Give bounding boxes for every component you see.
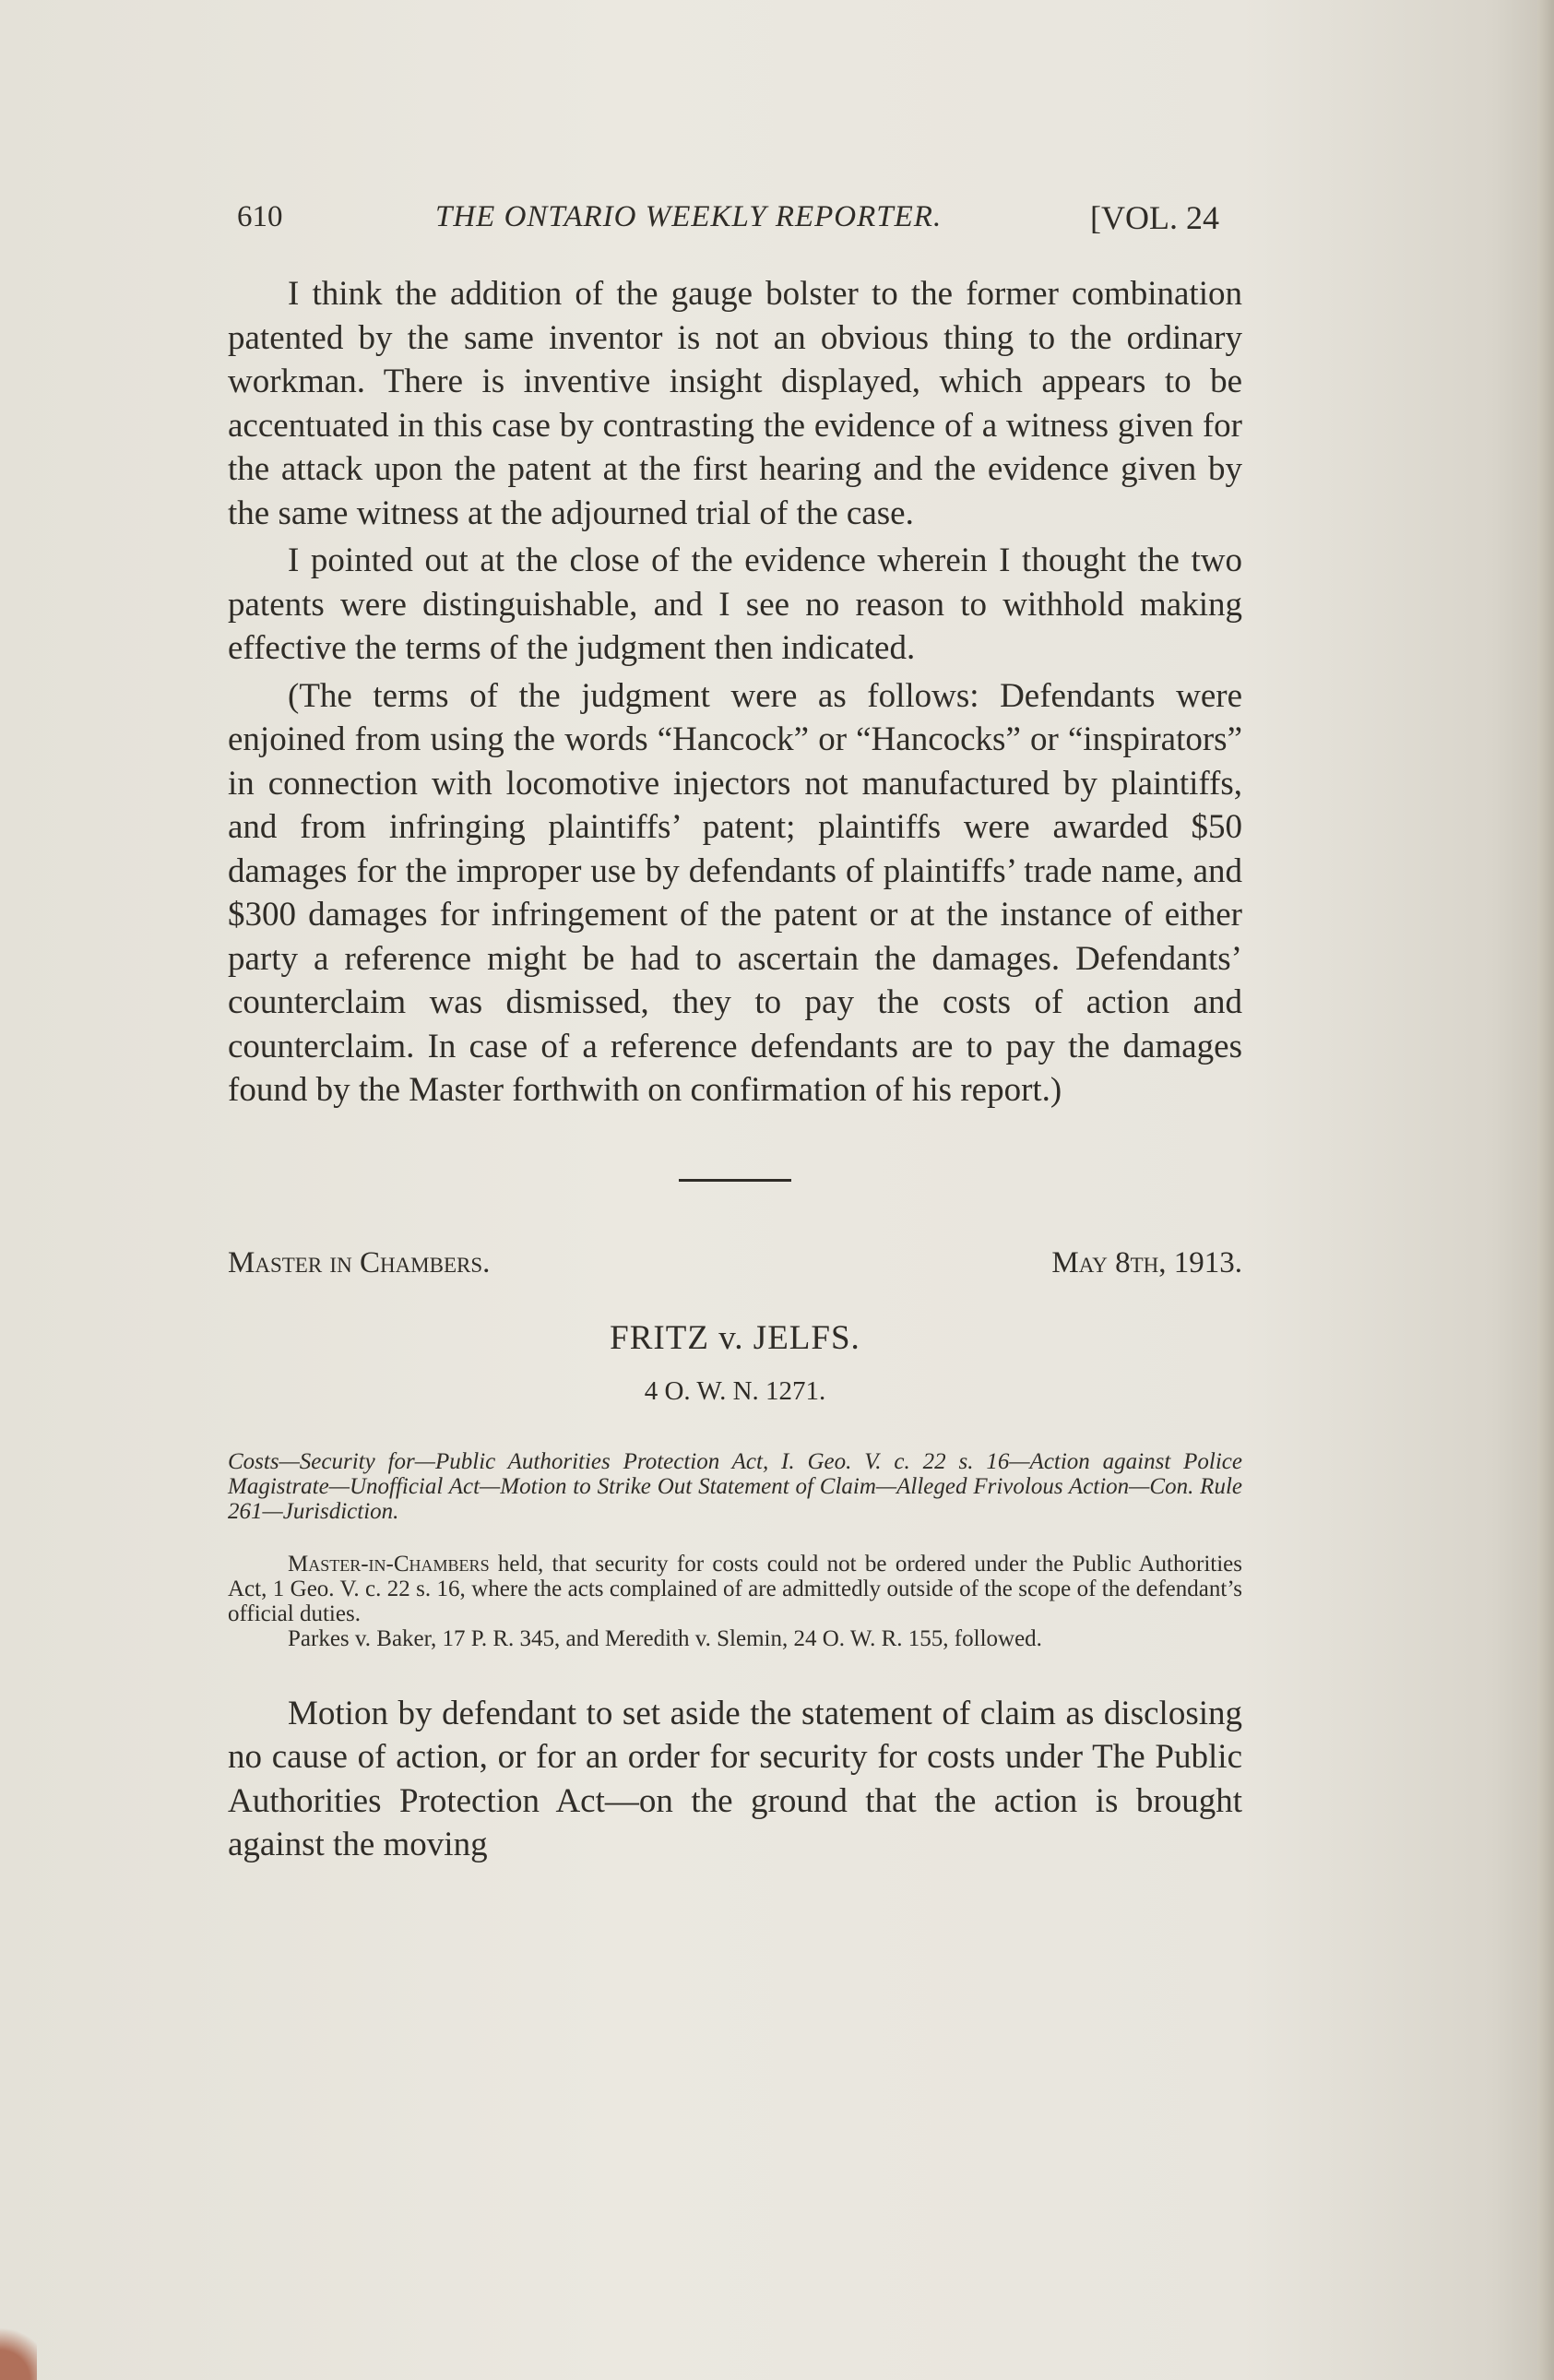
case-citation: 4 O. W. N. 1271. xyxy=(644,1375,826,1406)
paragraph-judgment-terms: (The terms of the judgment were as follows: Defendants were enjoined from using the words “Hancock” or “Hancocks” or “inspirators” in connection with locomotive injectors not manufactured by plaintiffs, and from infringing plaintiffs’ patent; plaintiffs were awarded $50 damages for the improper use by defendants of plaintiffs’ trade name, and $300 damages for infringement of the patent or at the instance of either party a reference might be had to ascertain the damages. Defendants’ counterclaim was dismissed, they to pay the costs of action and counterclaim. In case of a reference defendants are to pay the damages found by the Master forthwith on confirmation of his report.) xyxy=(228,676,1242,1109)
section-divider xyxy=(679,1179,791,1182)
page-content xyxy=(228,189,1242,1867)
paragraph-patents-distinguishable: I pointed out at the close of the evidence wherein I thought the two patents were distinguishable, and I see no reason to withhold making effective the terms of the judgment then indicated. xyxy=(228,541,1242,667)
headnote-catchwords: Costs—Security for—Public Authorities Protection Act, I. Geo. V. c. 22 s. 16—Action against Police Magistrate—Unofficial Act—Motion to Strike Out Statement of Claim—Alleged Frivolous Action—Con. Rule 261—Jurisdiction. xyxy=(228,1448,1242,1524)
page-number: 610 xyxy=(237,200,283,233)
thumb-mark xyxy=(0,2315,37,2380)
paragraph-motion: Motion by defendant to set aside the statement of claim as disclosing no cause of action, or for an order for security for costs under The Public Authorities Protection Act—on the ground that the action is brought against the moving xyxy=(228,1694,1242,1863)
holding-lead: Master-in-Chambers xyxy=(288,1551,490,1577)
decision-date: May 8th, 1913. xyxy=(1051,1245,1242,1279)
headnote-authorities: Parkes v. Baker, 17 P. R. 345, and Meredith v. Slemin, 24 O. W. R. 155, followed. xyxy=(288,1625,1042,1651)
running-title: THE ONTARIO WEEKLY REPORTER. xyxy=(435,200,943,233)
running-header xyxy=(228,189,1242,254)
volume-number: [VOL. 24 xyxy=(1090,199,1219,236)
court-date-line xyxy=(228,1246,1242,1302)
page-edge-shadow xyxy=(1537,0,1554,2380)
paragraph-inventive-insight: I think the addition of the gauge bolster to the former combination patented by the same inventor is not an obvious thing to the ordinary workman. There is inventive insight displayed, which appears to be accentuated in this case by contrasting the evidence of a witness given for the attack upon the patent at the first hearing and the evidence given by the same witness at the adjourned trial of the case. xyxy=(228,275,1242,532)
case-title: FRITZ v. JELFS. xyxy=(610,1318,860,1357)
court-name: Master in Chambers. xyxy=(228,1245,491,1279)
headnote-holding xyxy=(228,1552,1242,1626)
holding-text: held, that security for costs could not be ordered under the Public Authorities Act, 1 Geo. V. c. 22 s. 16, where the acts complained of are admittedly outside of the scope of the defendant’s official duties. xyxy=(228,1551,1242,1626)
